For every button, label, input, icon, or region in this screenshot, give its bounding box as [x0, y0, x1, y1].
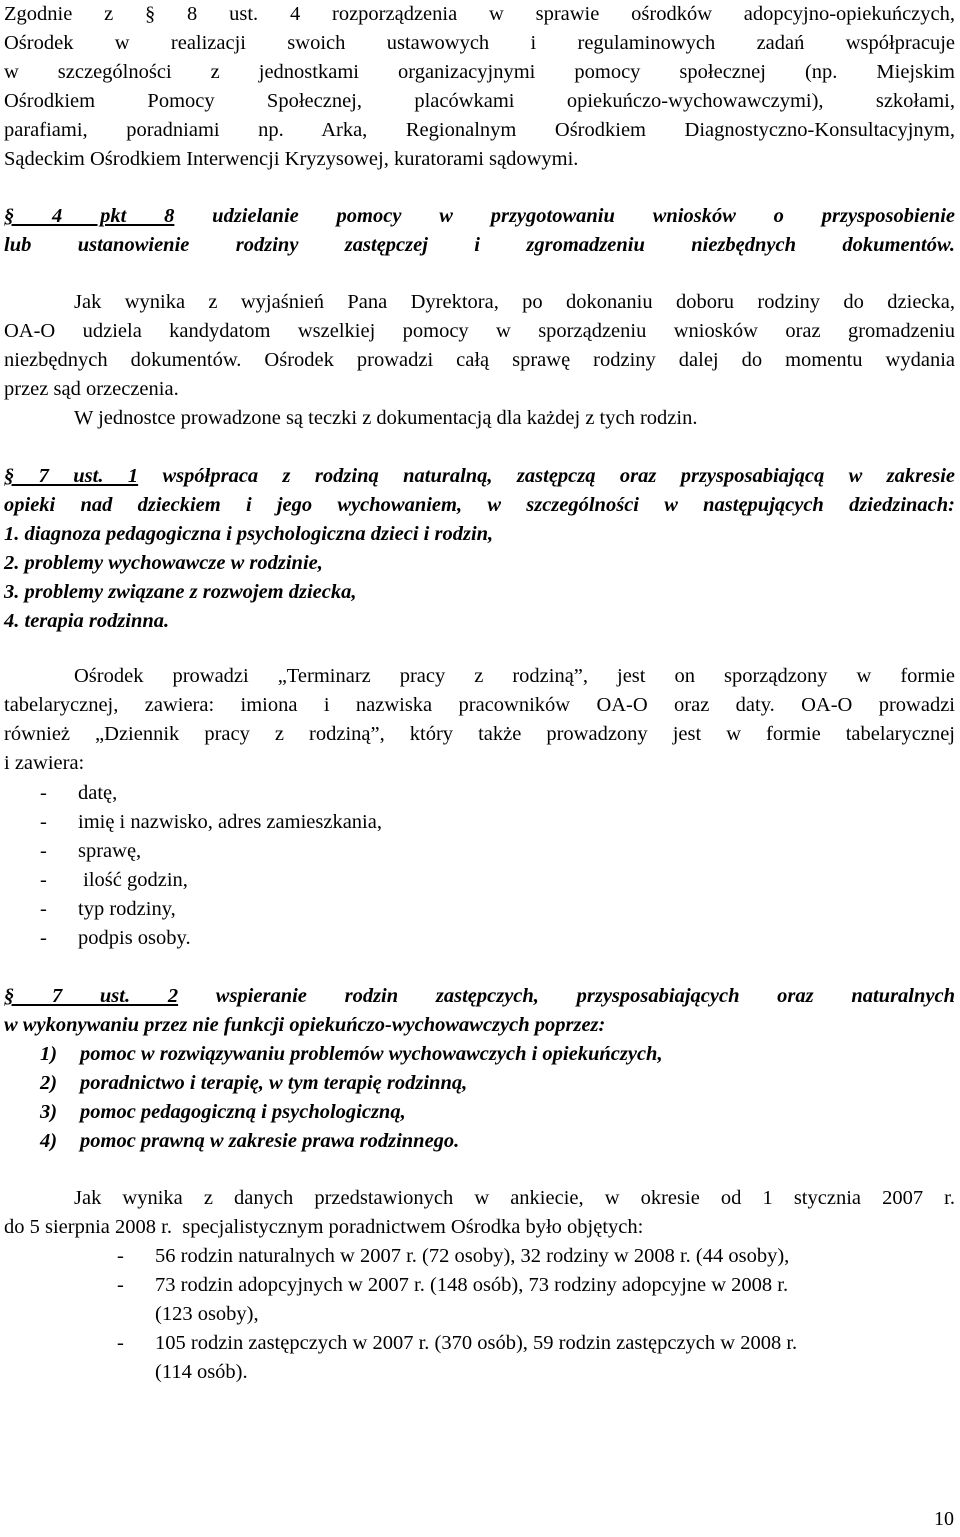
survey-results-list	[117, 1242, 797, 1387]
section-heading-ust2	[4, 982, 955, 1040]
section-heading-ust1	[4, 462, 955, 520]
journal-fields-list	[40, 779, 382, 953]
heading-text: lub ustanowienie rodziny zastępczej i zgromadzeniu niezbędnych dokumentów.	[4, 234, 955, 256]
list-item: - typ rodziny,	[40, 898, 176, 920]
text-line: Sądeckim Ośrodkiem Interwencji Kryzysowej, kuratorami sądowymi.	[4, 148, 579, 170]
explanation-paragraph	[4, 288, 955, 404]
text-line: w szczególności z jednostkami organizacyjnymi pomocy społecznej (np. Miejskim	[4, 61, 955, 83]
list-item: 2. problemy wychowawcze w rodzinie,	[4, 552, 323, 574]
text-line: parafiami, poradniami np. Arka, Regionalnym Ośrodkiem Diagnostyczno-Konsultacyjnym,	[4, 119, 955, 141]
legal-reference: § 7 ust. 1	[4, 465, 139, 487]
list-item: 4) pomoc prawną w zakresie prawa rodzinnego.	[40, 1130, 460, 1152]
text-line: również „Dziennik pracy z rodziną”, który także prowadzony jest w formie tabelarycznej	[4, 723, 955, 745]
page-number: 10	[934, 1508, 954, 1530]
list-item: - imię i nazwisko, adres zamieszkania,	[40, 811, 382, 833]
list-item: - 73 rodzin adopcyjnych w 2007 r. (148 osób), 73 rodziny adopcyjne w 2008 r.	[117, 1274, 789, 1296]
files-note	[4, 404, 955, 433]
intro-paragraph	[4, 0, 955, 174]
text-line: Zgodnie z § 8 ust. 4 rozporządzenia w sprawie ośrodków adopcyjno-opiekuńczych,	[4, 3, 955, 25]
list-item-continued: (114 osób).	[155, 1361, 248, 1383]
survey-paragraph	[4, 1184, 955, 1242]
legal-reference: § 7 ust. 2	[4, 985, 179, 1007]
legal-reference: § 4 pkt 8	[4, 205, 175, 227]
support-forms-list	[40, 1040, 663, 1156]
list-item: 4. terapia rodzinna.	[4, 610, 170, 632]
text-line: i zawiera:	[4, 752, 85, 774]
text-line: Ośrodek prowadzi „Terminarz pracy z rodziną”, jest on sporządzony w formie	[74, 665, 955, 687]
list-item: 1. diagnoza pedagogiczna i psychologiczna dzieci i rodzin,	[4, 523, 494, 545]
list-item: 3. problemy związane z rozwojem dziecka,	[4, 581, 357, 603]
cooperation-areas-list	[4, 520, 493, 636]
list-item: 1) pomoc w rozwiązywaniu problemów wychowawczych i opiekuńczych,	[40, 1043, 663, 1065]
text-line: Ośrodkiem Pomocy Społecznej, placówkami opiekuńczo-wychowawczymi), szkołami,	[4, 90, 955, 112]
text-line: Ośrodek w realizacji swoich ustawowych i regulaminowych zadań współpracuje	[4, 32, 955, 54]
heading-text: współpraca z rodziną naturalną, zastępczą oraz przysposabiającą w zakresie	[138, 465, 955, 487]
section-heading-pkt8	[4, 202, 955, 260]
list-item: - datę,	[40, 782, 118, 804]
text-line: Jak wynika z wyjaśnień Pana Dyrektora, po dokonaniu doboru rodziny do dziecka,	[74, 291, 955, 313]
heading-text: w wykonywaniu przez nie funkcji opiekuńczo-wychowawczych poprzez:	[4, 1014, 606, 1036]
list-item: 2) poradnictwo i terapię, w tym terapię rodzinną,	[40, 1072, 468, 1094]
heading-text: opieki nad dzieckiem i jego wychowaniem, w szczególności w następujących dziedzinach:	[4, 494, 955, 516]
text-line: W jednostce prowadzone są teczki z dokumentacją dla każdej z tych rodzin.	[74, 407, 698, 429]
text-line: tabelarycznej, zawiera: imiona i nazwiska pracowników OA-O oraz daty. OA-O prowadzi	[4, 694, 955, 716]
text-line: OA-O udziela kandydatom wszelkiej pomocy w sporządzeniu wniosków oraz gromadzeniu	[4, 320, 955, 342]
text-line: niezbędnych dokumentów. Ośrodek prowadzi całą sprawę rodziny dalej do momentu wydania	[4, 349, 955, 371]
heading-text: wspieranie rodzin zastępczych, przysposabiających oraz naturalnych	[178, 985, 956, 1007]
list-item: - sprawę,	[40, 840, 142, 862]
list-item: - podpis osoby.	[40, 927, 191, 949]
text-line: do 5 sierpnia 2008 r. specjalistycznym poradnictwem Ośrodka było objętych:	[4, 1216, 644, 1238]
list-item: 3) pomoc pedagogiczną i psychologiczną,	[40, 1101, 406, 1123]
list-item-continued: (123 osoby),	[155, 1303, 259, 1325]
list-item: - ilość godzin,	[40, 869, 188, 891]
text-line: przez sąd orzeczenia.	[4, 378, 179, 400]
records-paragraph	[4, 662, 955, 778]
list-item: - 56 rodzin naturalnych w 2007 r. (72 osoby), 32 rodziny w 2008 r. (44 osoby),	[117, 1245, 790, 1267]
text-line: Jak wynika z danych przedstawionych w ankiecie, w okresie od 1 stycznia 2007 r.	[74, 1187, 955, 1209]
heading-text: udzielanie pomocy w przygotowaniu wniosków o przysposobienie	[174, 205, 955, 227]
list-item: - 105 rodzin zastępczych w 2007 r. (370 osób), 59 rodzin zastępczych w 2008 r.	[117, 1332, 798, 1354]
